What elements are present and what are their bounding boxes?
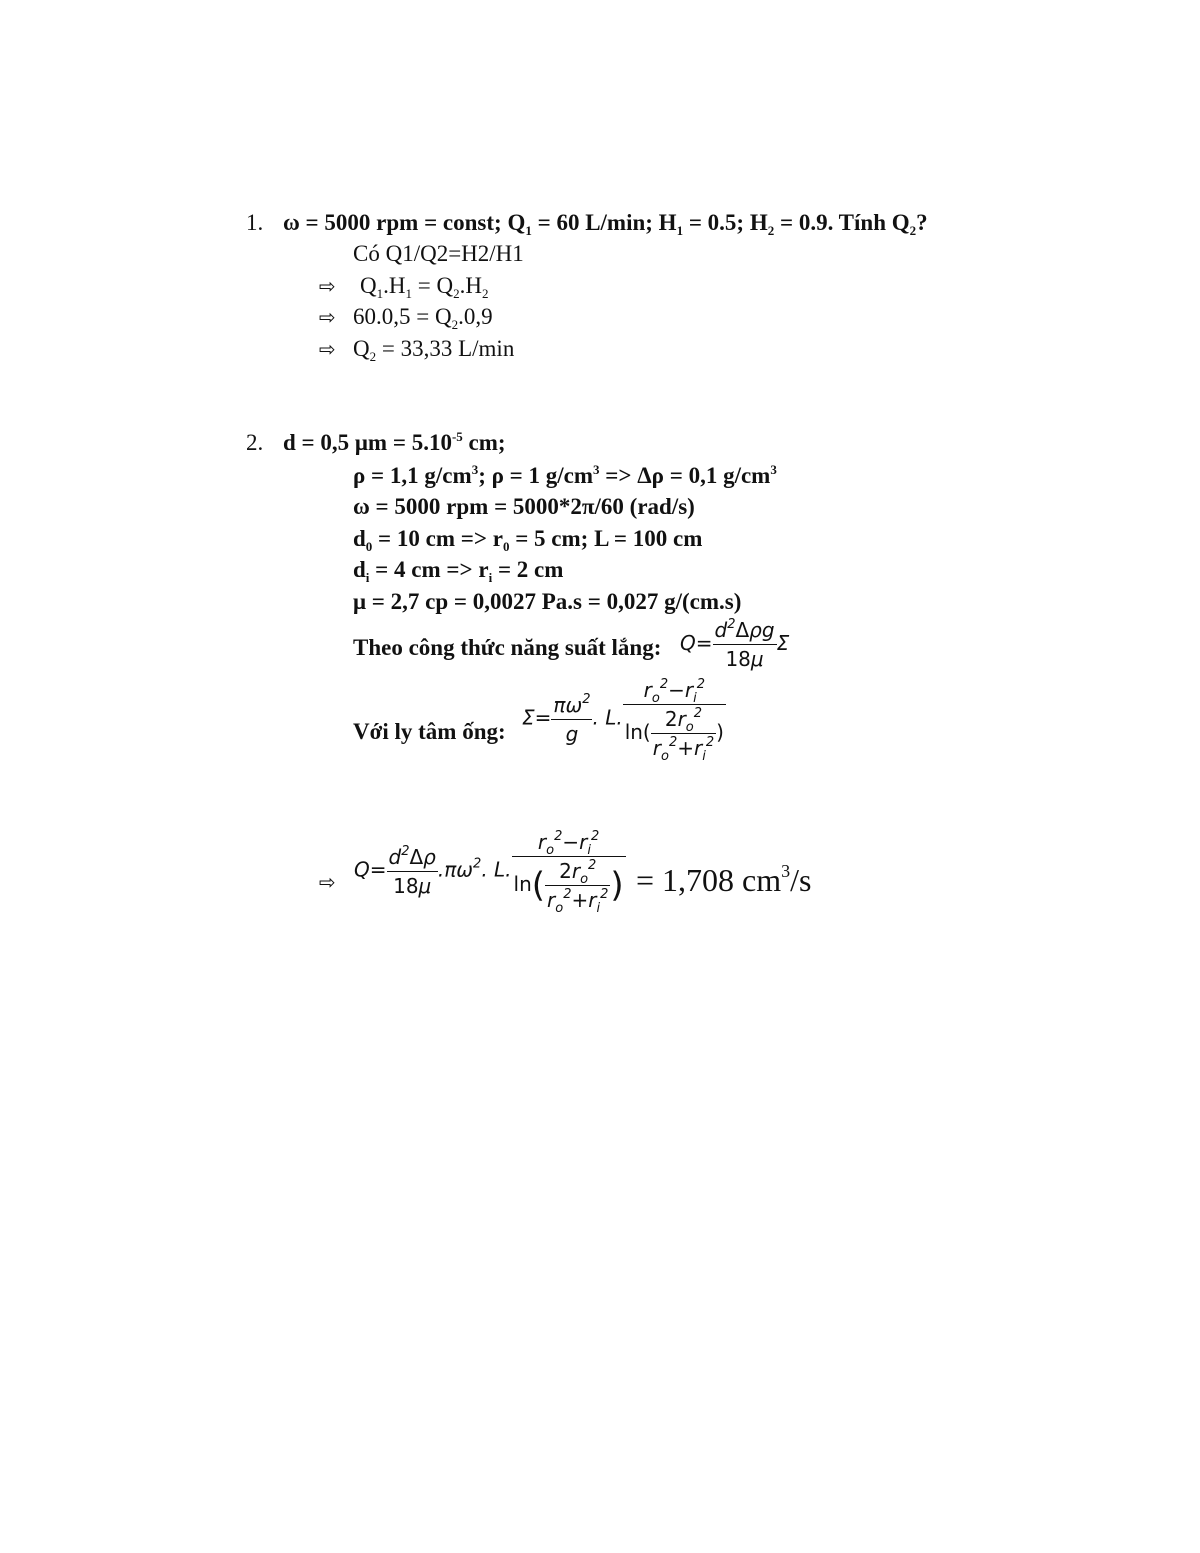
problem-1-number: 1. — [246, 210, 264, 235]
implies-arrow-icon: ⇨ — [319, 274, 336, 298]
implies-arrow-icon: ⇨ — [319, 870, 336, 894]
problem-1-relation: Có Q1/Q2=H2/H1 — [353, 241, 524, 266]
implies-arrow-icon: ⇨ — [319, 305, 336, 329]
problem-1-given: ω = 5000 rpm = const; $Q_1 = 60$ L/min; $H_1 = 0.5$; $H_2 = 0.9$. Tính $Q_2$? — [283, 210, 928, 238]
problem-2-outer-diameter: $d_0 = 10$ cm => $r_0 = 5$ cm; L = 100 cm — [353, 526, 703, 554]
problem-2-viscosity: μ = 2,7 cp = 0,0027 Pa.s = 0,027 g/(cm.s) — [353, 589, 742, 614]
capacity-formula: Q= $\frac{d^2\Delta\rho g}{18\mu}$ Σ — [680, 617, 790, 671]
problem-2-inner-diameter: $d_i = 4$ cm => $r_i = 2$ cm — [353, 557, 564, 585]
problem-2-omega: ω = 5000 rpm = 5000*2π/60 (rad/s) — [353, 494, 695, 519]
problem-1-step-2: $60.0,5 = Q_2.0,9$ — [353, 304, 493, 332]
problem-2-density: ρ = 1,1 $g/cm^3$; ρ = 1 $g/cm^3 => \Delta\rho = 0,1$ $g/cm^3$ — [353, 462, 777, 488]
capacity-label: Theo công thức năng suất lắng: — [353, 635, 662, 660]
problem-1-step-1: $Q_1.H_1 = Q_2.H_2$ — [360, 273, 489, 301]
final-formula: Q= $\frac{d^2\Delta\rho}{18\mu}$ $.\pi\omega^2$. L. $r_o^2-r_i^2$ ln( $\frac{2r_o^2}{r_o^2+r_i^2}$ ) — [354, 829, 624, 916]
final-result: = 1,708 $cm^3/s$ — [636, 861, 812, 898]
problem-1-result: $Q_2 = 33,33$ L/min — [353, 336, 515, 364]
tube-label: Với ly tâm ống: — [353, 719, 506, 744]
problem-2-number: 2. — [246, 430, 264, 455]
problem-2-diameter: d = 0,5 $\mu m = 5.10^{-5}$ cm; — [283, 429, 506, 455]
sigma-formula: Σ= $\frac{\pi\omega^2}{g}$ . L. $r_o^2-r_i^2$ ln( $\frac{2r_o^2}{r_o^2+r_i^2}$ ) — [522, 677, 724, 764]
implies-arrow-icon: ⇨ — [319, 337, 336, 361]
